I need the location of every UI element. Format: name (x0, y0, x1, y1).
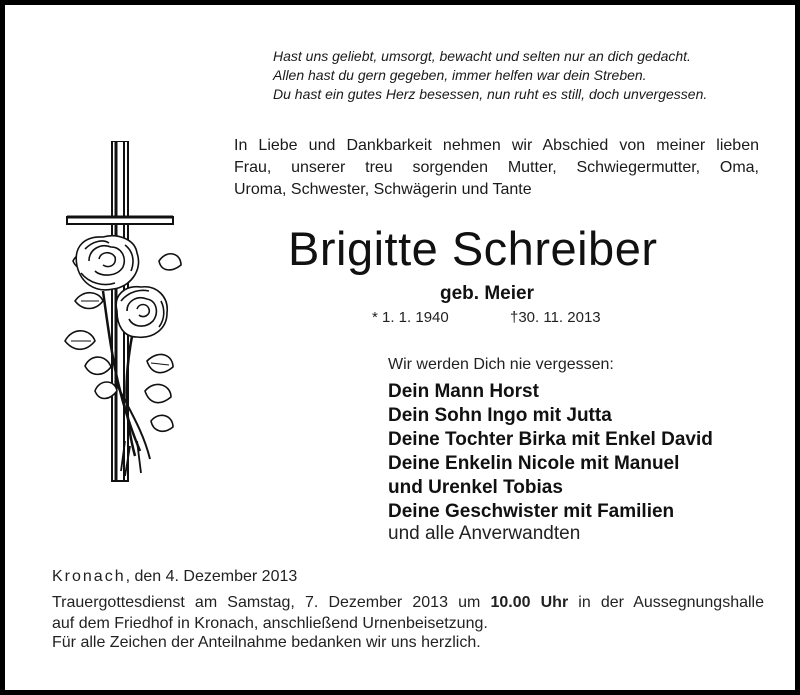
service-line (52, 592, 764, 613)
funeral-service-info (52, 592, 764, 634)
mourner-line: Deine Enkelin Nicole mit Manuel (388, 453, 680, 474)
service-text: Trauergottesdienst am Samstag, 7. Dezember 2013 um (52, 594, 491, 611)
thanks-line: Für alle Zeichen der Anteilnahme bedanken wir uns herzlich. (52, 634, 481, 651)
mourner-line: Deine Geschwister mit Familien (388, 501, 675, 522)
place-date (52, 568, 297, 586)
mourners-heading: Wir werden Dich nie vergessen: (388, 356, 614, 373)
poem (273, 47, 773, 104)
place: Kronach (52, 568, 126, 585)
intro-line: Uroma, Schwester, Schwägerin und Tante (234, 181, 532, 198)
poem-line: Hast uns geliebt, umsorgt, bewacht und selten nur an dich gedacht. (273, 48, 691, 64)
service-time: 10.00 Uhr (490, 594, 569, 611)
mourner-line: und Urenkel Tobias (388, 477, 563, 498)
death-date: †30. 11. 2013 (510, 309, 601, 326)
poem-line: Allen hast du gern gegeben, immer helfen war dein Streben. (273, 67, 647, 83)
service-line: auf dem Friedhof in Kronach, anschließend Urnenbeisetzung. (52, 615, 488, 632)
mourners-list (388, 380, 788, 524)
intro-line: In Liebe und Dankbarkeit nehmen wir Abschied von meiner lieben (234, 137, 759, 154)
cross-with-roses-icon (55, 141, 185, 486)
birth-date: * 1. 1. 1940 (372, 309, 449, 326)
intro-text (234, 135, 759, 201)
relatives-line: und alle Anverwandten (388, 523, 581, 544)
mourner-line: Deine Tochter Birka mit Enkel David (388, 429, 713, 450)
date: , den 4. Dezember 2013 (125, 568, 298, 585)
mourner-line: Dein Sohn Ingo mit Jutta (388, 405, 612, 426)
deceased-name: Brigitte Schreiber (288, 222, 658, 275)
mourner-line: Dein Mann Horst (388, 381, 539, 402)
poem-line: Du hast ein gutes Herz besessen, nun ruht es still, doch unvergessen. (273, 86, 708, 102)
maiden-name: geb. Meier (440, 283, 534, 304)
intro-line: Frau, unserer treu sorgenden Mutter, Schwiegermutter, Oma, (234, 159, 759, 176)
service-text: in der Aussegnungshalle (568, 594, 764, 611)
